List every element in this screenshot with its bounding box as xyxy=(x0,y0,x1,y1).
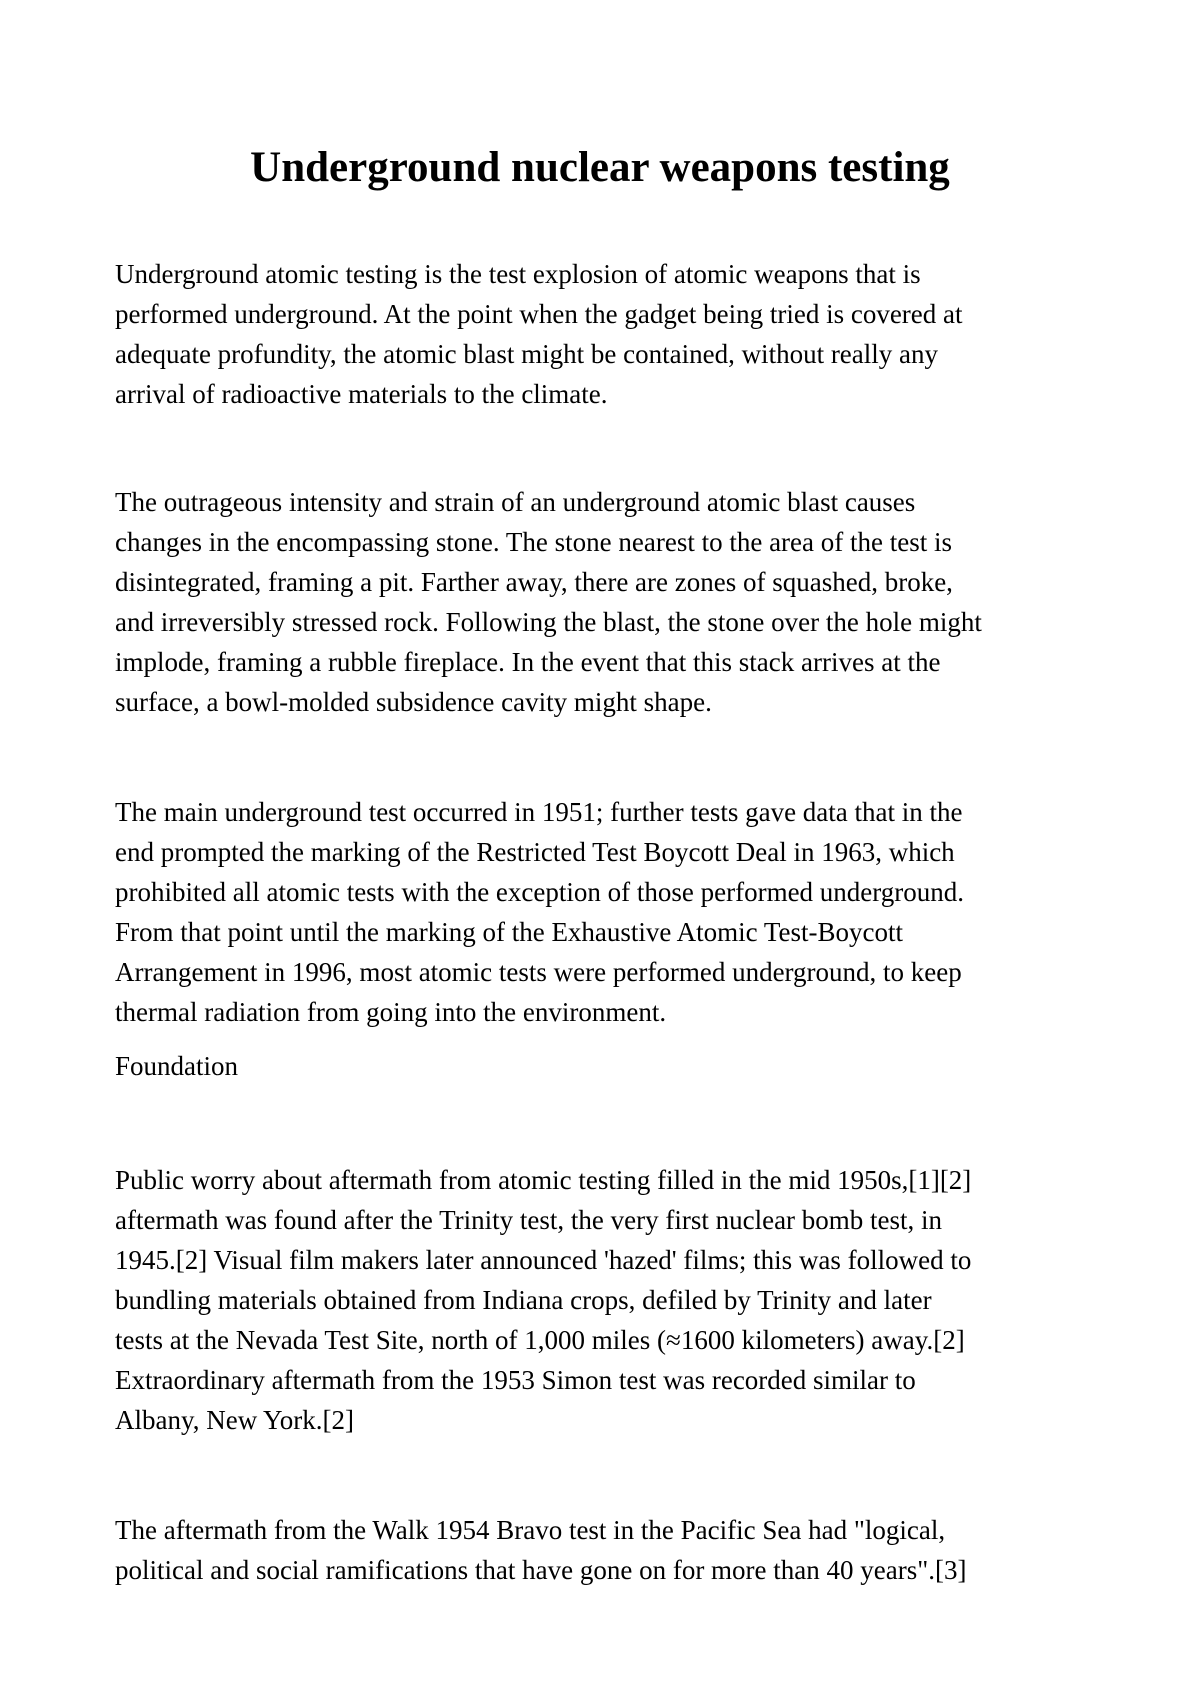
paragraph-intro xyxy=(115,254,1115,414)
section-heading: Foundation xyxy=(115,1051,239,1081)
text-line: performed underground. At the point when the gadget being tried is covered at xyxy=(115,299,963,329)
text-line: From that point until the marking of the Exhaustive Atomic Test-Boycott xyxy=(115,917,904,947)
paragraph-blast-effects xyxy=(115,482,1115,722)
text-line: changes in the encompassing stone. The stone nearest to the area of the test is xyxy=(115,527,952,557)
paragraph-history xyxy=(115,792,1115,1032)
text-line: thermal radiation from going into the environment. xyxy=(115,997,667,1027)
paragraph-public-worry xyxy=(115,1160,1115,1440)
text-line: disintegrated, framing a pit. Farther away, there are zones of squashed, broke, xyxy=(115,567,953,597)
page-title: Underground nuclear weapons testing xyxy=(250,144,950,191)
text-line: bundling materials obtained from Indiana crops, defiled by Trinity and later xyxy=(115,1285,932,1315)
text-line: The outrageous intensity and strain of an underground atomic blast causes xyxy=(115,487,916,517)
text-line: end prompted the marking of the Restricted Test Boycott Deal in 1963, which xyxy=(115,837,955,867)
section-heading-foundation xyxy=(115,1046,1115,1086)
text-line: Arrangement in 1996, most atomic tests were performed underground, to keep xyxy=(115,957,962,987)
text-line: adequate profundity, the atomic blast might be contained, without really any xyxy=(115,339,939,369)
text-line: Underground atomic testing is the test explosion of atomic weapons that is xyxy=(115,259,921,289)
text-line: implode, framing a rubble fireplace. In the event that this stack arrives at the xyxy=(115,647,941,677)
text-line: arrival of radioactive materials to the climate. xyxy=(115,379,608,409)
text-line: Public worry about aftermath from atomic testing filled in the mid 1950s,[1][2] xyxy=(115,1165,972,1195)
text-line: aftermath was found after the Trinity test, the very first nuclear bomb test, in xyxy=(115,1205,943,1235)
text-line: Extraordinary aftermath from the 1953 Simon test was recorded similar to xyxy=(115,1365,916,1395)
text-line: prohibited all atomic tests with the exception of those performed underground. xyxy=(115,877,965,907)
text-line: political and social ramifications that have gone on for more than 40 years".[3] xyxy=(115,1555,967,1585)
text-line: 1945.[2] Visual film makers later announced 'hazed' films; this was followed to xyxy=(115,1245,972,1275)
text-line: The aftermath from the Walk 1954 Bravo test in the Pacific Sea had "logical, xyxy=(115,1515,946,1545)
text-line: The main underground test occurred in 1951; further tests gave data that in the xyxy=(115,797,963,827)
text-line: surface, a bowl-molded subsidence cavity might shape. xyxy=(115,687,712,717)
text-line: Albany, New York.[2] xyxy=(115,1405,354,1435)
text-line: and irreversibly stressed rock. Following the blast, the stone over the hole might xyxy=(115,607,982,637)
paragraph-bravo-test xyxy=(115,1510,1115,1590)
text-line: tests at the Nevada Test Site, north of 1,000 miles (≈1600 kilometers) away.[2] xyxy=(115,1325,965,1355)
